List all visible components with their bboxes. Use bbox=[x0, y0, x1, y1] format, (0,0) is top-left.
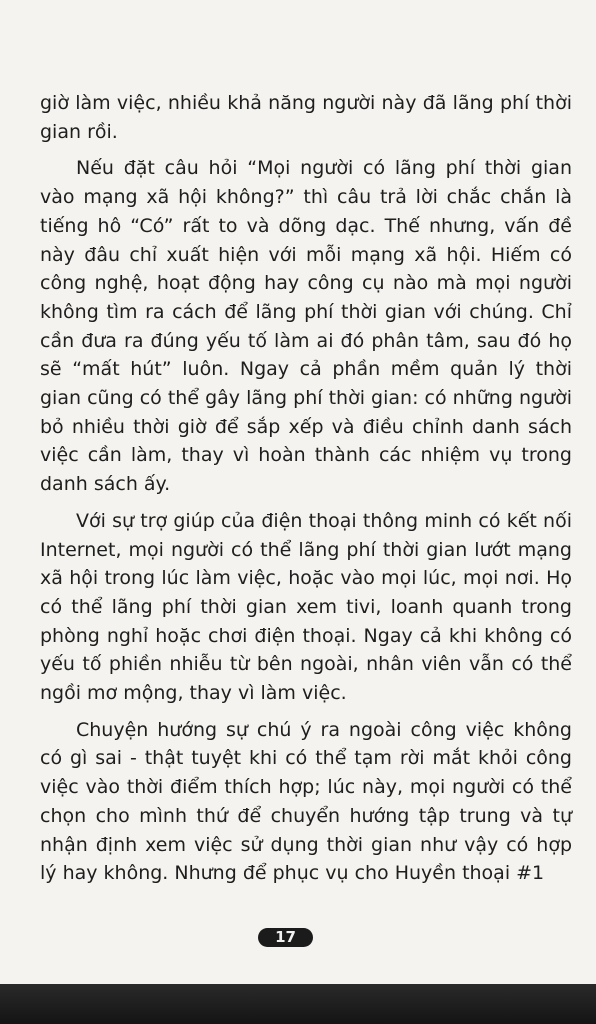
page-number-badge: 17 bbox=[258, 928, 313, 947]
body-text bbox=[40, 89, 572, 888]
paragraph: Nếu đặt câu hỏi “Mọi người có lãng phí thời gian vào mạng xã hội không?” thì câu trả lời chắc chắn là tiếng hô “Có” rất to và dõng dạc. Thế nhưng, vấn đề này đâu chỉ xuất hiện với mỗi mạng xã hội. Hiếm có công nghệ, hoạt động hay công cụ nào mà mọi người không tìm ra cách để lãng phí thời gian với chúng. Chỉ cần đưa ra đúng yếu tố làm ai đó phân tâm, sau đó họ sẽ “mất hút” luôn. Ngay cả phần mềm quản lý thời gian cũng có thể gây lãng phí thời gian: có những người bỏ nhiều thời giờ để sắp xếp và điều chỉnh danh sách việc cần làm, thay vì hoàn thành các nhiệm vụ trong danh sách ấy. bbox=[40, 157, 572, 496]
page-edge-shadow bbox=[0, 984, 596, 1024]
paragraph-continued: giờ làm việc, nhiều khả năng người này đã lãng phí thời gian rồi. bbox=[40, 92, 572, 143]
paragraph: Với sự trợ giúp của điện thoại thông minh có kết nối Internet, mọi người có thể lãng phí thời gian lướt mạng xã hội trong lúc làm việc, hoặc vào mọi lúc, mọi nơi. Họ có thể lãng phí thời gian xem tivi, loanh quanh trong phòng nghỉ hoặc chơi điện thoại. Ngay cả khi không có yếu tố phiền nhiễu từ bên ngoài, nhân viên vẫn có thể ngồi mơ mộng, thay vì làm việc. bbox=[40, 509, 572, 705]
paragraph: Chuyện hướng sự chú ý ra ngoài công việc không có gì sai - thật tuyệt khi có thể tạm rời mắt khỏi công việc vào thời điểm thích hợp; lúc này, mọi người có thể chọn cho mình thứ để chuyển hướng tập trung và tự nhận định xem việc sử dụng thời gian như vậy có hợp lý hay không. Nhưng để phục vụ cho Huyền thoại #1 bbox=[40, 718, 572, 885]
